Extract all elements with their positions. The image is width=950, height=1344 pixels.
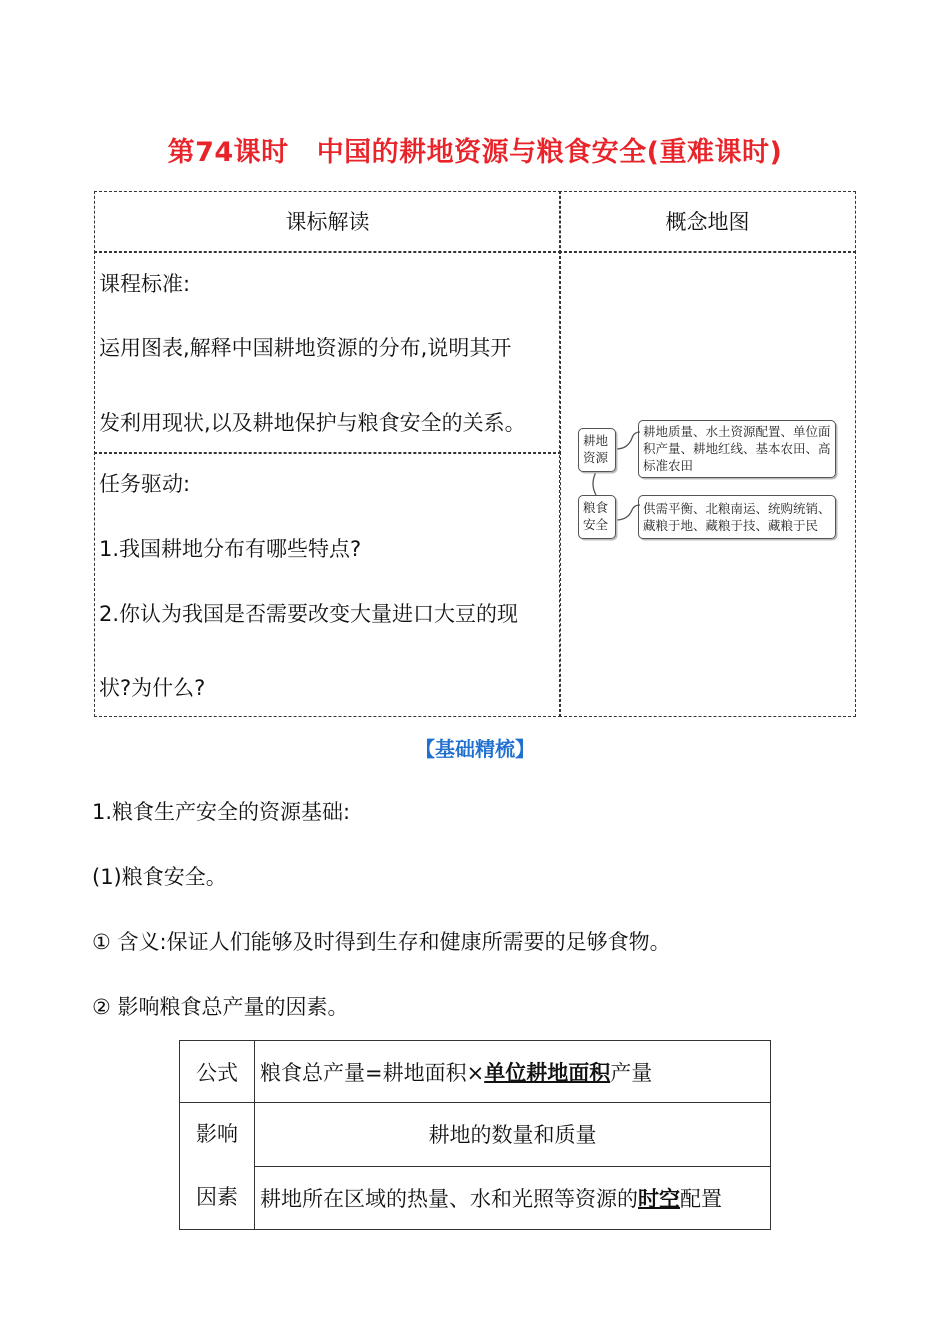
- formula-prefix: 粮食总产量=耕地面积×: [260, 1060, 485, 1085]
- standard-line1: 运用图表,解释中国耕地资源的分布,说明其开: [99, 336, 512, 360]
- standard-cell: [94, 251, 561, 454]
- factor-label-line2: 因素: [196, 1185, 238, 1209]
- task-question-2-line2: 状?为什么?: [99, 676, 206, 700]
- factor-label-cell: [180, 1103, 255, 1230]
- detail-farmland-line1: 耕地质量、水土资源配置、单位面: [643, 424, 831, 439]
- factor-row2-emphasis: 时空: [638, 1186, 680, 1211]
- paragraph-definition: ① 含义:保证人们能够及时得到生存和健康所需要的足够食物。: [92, 930, 671, 954]
- task-cell: [94, 452, 561, 717]
- factor-resources-cell: [255, 1166, 771, 1230]
- concept-map-cell: [559, 251, 856, 717]
- node-food-line1: 粮食: [583, 500, 609, 515]
- col2-header: 概念地图: [665, 210, 750, 234]
- paragraph-food-security: (1)粮食安全。: [92, 865, 227, 889]
- formula-emphasis: 单位耕地面积: [484, 1060, 611, 1085]
- concept-detail-farmland: [638, 420, 836, 478]
- factor-row-2: [180, 1166, 771, 1230]
- section-title: 【基础精梳】: [415, 737, 535, 761]
- concept-node-farmland: [578, 428, 616, 472]
- factor-row2-prefix: 耕地所在区域的热量、水和光照等资源的: [260, 1186, 638, 1211]
- factor-row-1: [180, 1103, 771, 1167]
- paragraph-factors: ② 影响粮食总产量的因素。: [92, 995, 349, 1019]
- standard-label: 课程标准:: [99, 272, 191, 296]
- task-question-2-line1: 2.你认为我国是否需要改变大量进口大豆的现: [99, 602, 519, 626]
- standard-line2: 发利用现状,以及耕地保护与粮食安全的关系。: [99, 411, 526, 435]
- factor-label-line1: 影响: [196, 1122, 238, 1146]
- formula-label: 公式: [180, 1041, 255, 1103]
- col1-header: 课标解读: [285, 210, 370, 234]
- lesson-number: 第74课时: [167, 137, 289, 168]
- concept-node-food-security: [578, 495, 616, 539]
- page-title: [0, 130, 950, 169]
- node-farmland-line2: 资源: [583, 450, 609, 465]
- formula-row: [180, 1041, 771, 1103]
- formula-suffix: 产量: [610, 1060, 653, 1085]
- detail-food-line2: 藏粮于地、藏粮于技、藏粮于民: [643, 518, 819, 533]
- task-label: 任务驱动:: [99, 472, 191, 496]
- node-food-line2: 安全: [583, 517, 609, 532]
- task-question-1: 1.我国耕地分布有哪些特点?: [99, 537, 362, 561]
- factor-table: [179, 1040, 771, 1230]
- factor-quantity-quality: 耕地的数量和质量: [255, 1103, 771, 1167]
- formula-cell: [255, 1041, 771, 1103]
- col2-header-cell: [559, 191, 856, 253]
- col1-header-cell: [94, 191, 561, 253]
- detail-farmland-line3: 标准农田: [643, 458, 694, 473]
- detail-food-line1: 供需平衡、北粮南运、统购统销、: [643, 501, 831, 516]
- node-farmland-line1: 耕地: [583, 433, 609, 448]
- detail-farmland-line2: 积产量、耕地红线、基本农田、高: [643, 441, 831, 456]
- factor-row2-suffix: 配置: [680, 1186, 722, 1211]
- lesson-topic: 中国的耕地资源与粮食安全(重难课时): [316, 137, 783, 168]
- paragraph-resource-basis: 1.粮食生产安全的资源基础:: [92, 800, 351, 824]
- concept-map-connectors: [560, 252, 857, 718]
- concept-detail-food-security: [638, 495, 836, 539]
